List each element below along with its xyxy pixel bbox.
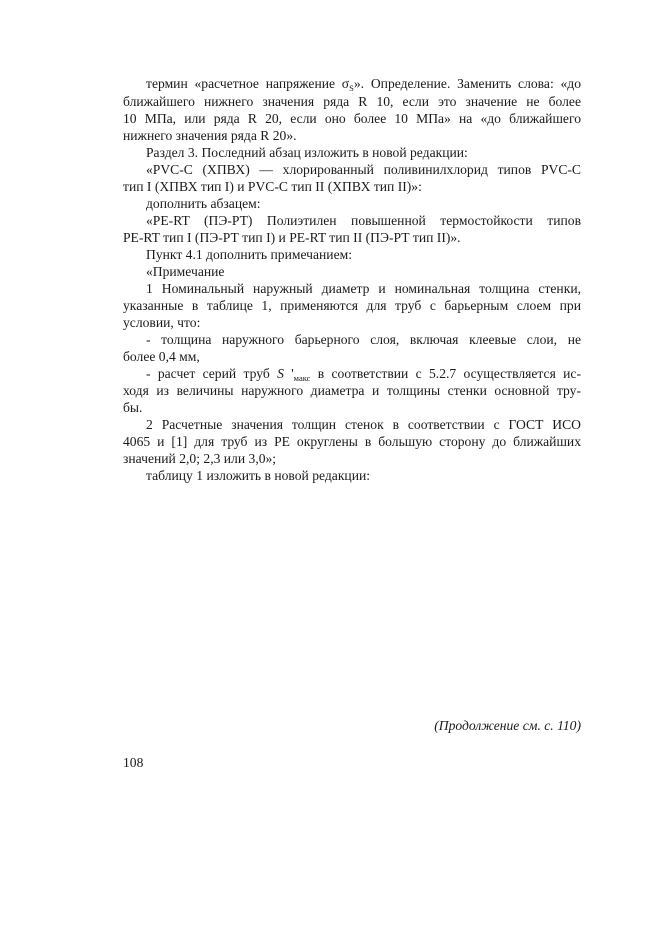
continuation-note: (Продолжение см. с. 110) <box>434 718 581 733</box>
text-line: «PE-RT (ПЭ-РТ) Полиэтилен повышенной термостойкости типов <box>146 213 581 228</box>
text-line: ближайшего нижнего значения ряда R 10, если это значение не более <box>123 94 581 109</box>
text-line: 2 Расчетные значения толщин стенок в соответствии с ГОСТ ИСО <box>146 417 581 432</box>
text-line: дополнить абзацем: <box>146 196 261 211</box>
text-line: ходя из величины наружного диаметра и толщины стенки основной тру- <box>123 383 581 398</box>
text-line: таблицу 1 изложить в новой редакции: <box>146 468 371 483</box>
text-line: - расчет серий труб S '$_{макс}$ в соответствии с 5.2.7 осуществляется ис- <box>146 366 581 383</box>
text-line: указанные в таблице 1, применяются для труб с барьерным слоем при <box>123 298 581 313</box>
text-line: более 0,4 мм, <box>123 349 200 364</box>
text-line: - толщина наружного барьерного слоя, включая клеевые слои, не <box>146 332 581 347</box>
text-line: 10 МПа, или ряда R 20, если оно более 10 МПа» на «до ближайшего <box>123 111 581 126</box>
text-line: «Примечание <box>146 264 225 279</box>
text-line: Раздел 3. Последний абзац изложить в новой редакции: <box>146 145 468 160</box>
text-line: PE-RT тип I (ПЭ-РТ тип I) и PE-RT тип II (ПЭ-РТ тип II)». <box>123 230 461 245</box>
text-line: «PVC-C (ХПВХ) — хлорированный поливинилхлорид типов PVC-C <box>146 162 581 177</box>
text-line: термин «расчетное напряжение $\sigma_S$». Определение. Заменить слова: «до <box>146 76 582 93</box>
text-line: значений 2,0; 2,3 или 3,0»; <box>123 451 277 466</box>
text-line: нижнего значения ряда R 20». <box>123 128 297 143</box>
text-line: 4065 и [1] для труб из PE округлены в большую сторону до ближайших <box>123 434 581 449</box>
text-line: 1 Номинальный наружный диаметр и номинальная толщина стенки, <box>146 281 581 296</box>
text-line: тип I (ХПВХ тип I) и PVC-C тип II (ХПВХ тип II)»: <box>123 179 422 194</box>
page-number: 108 <box>123 755 144 770</box>
text-line: Пункт 4.1 дополнить примечанием: <box>146 247 352 262</box>
text-line: условии, что: <box>123 315 201 330</box>
text-line: бы. <box>123 400 143 415</box>
